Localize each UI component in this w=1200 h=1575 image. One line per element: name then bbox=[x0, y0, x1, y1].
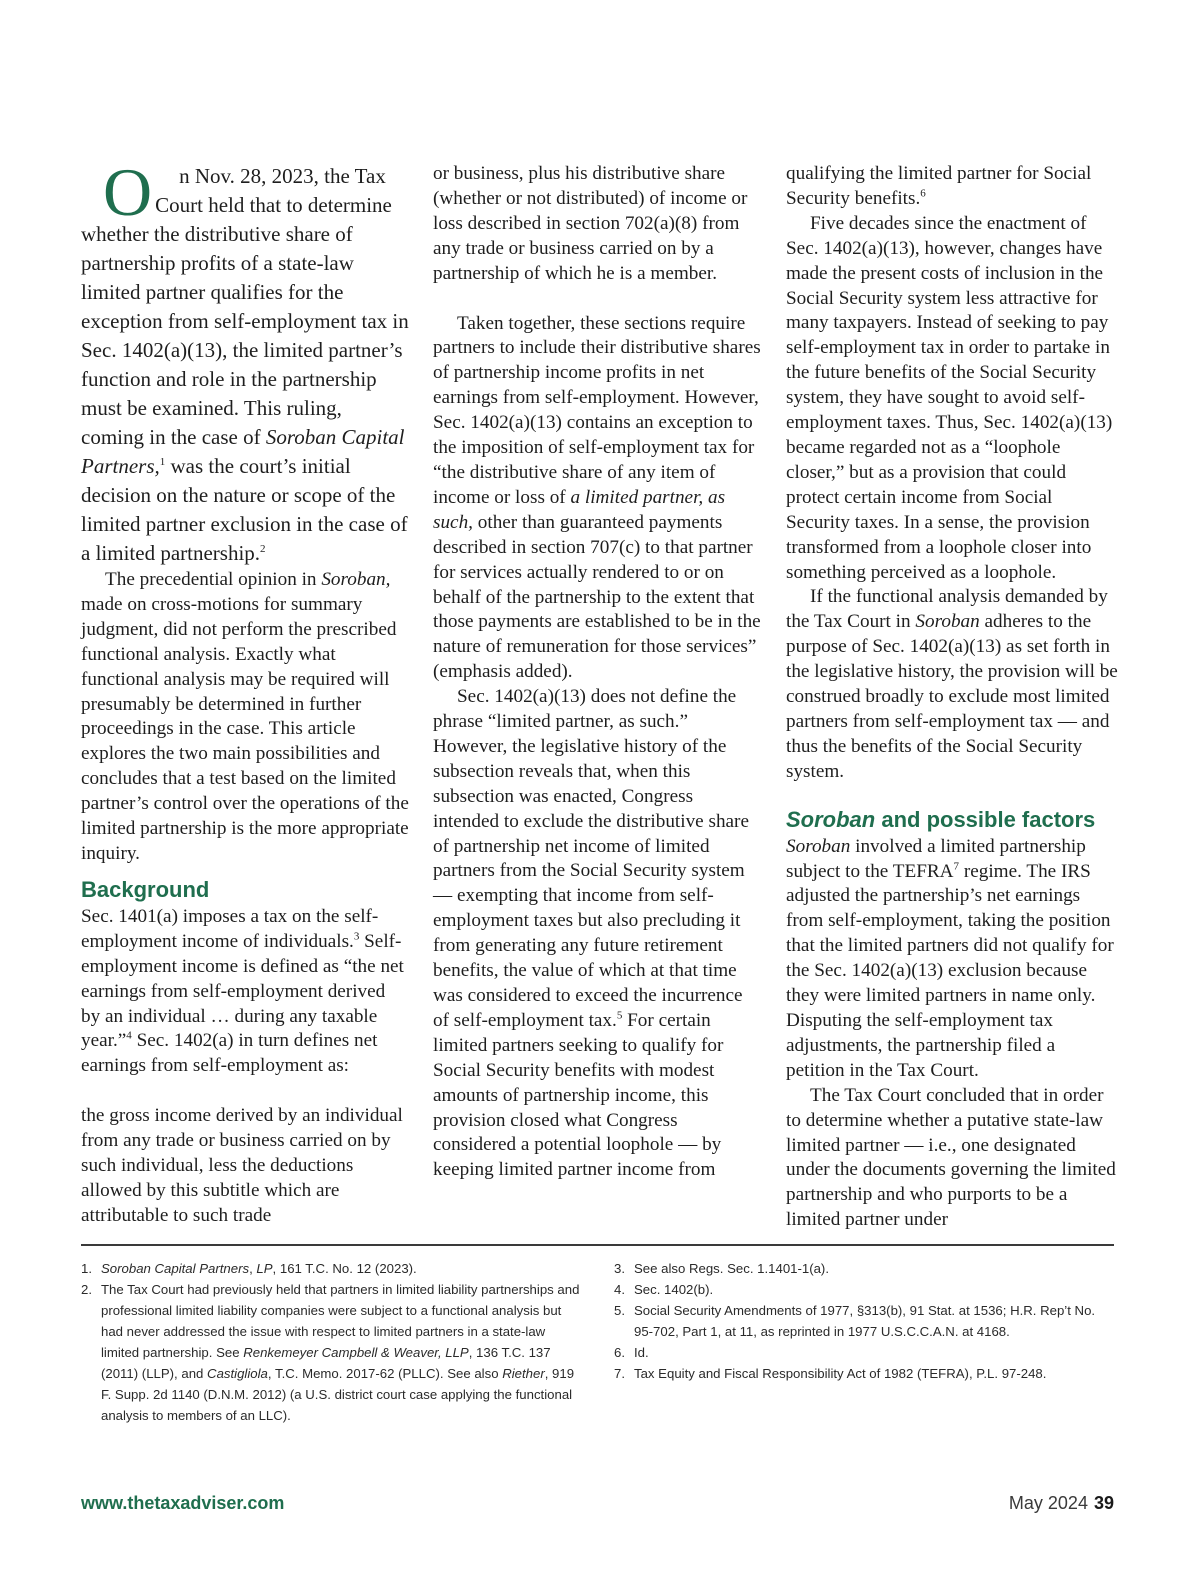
footnote-ref[interactable]: 2 bbox=[260, 543, 266, 555]
section-heading-soroban-factors: Soroban and possible factors bbox=[786, 806, 1096, 832]
body-paragraph: If the functional analysis demanded by the Tax Court in Soroban adheres to the purpose of Sec. 1402(a)(13) as set forth in the legislative history, the provision will be construed broadly to exclude most limited partners from self-employment tax — and thus the benefits of the Social Security system. bbox=[786, 586, 1118, 782]
footnote-6: 6. Id. bbox=[614, 1345, 649, 1360]
footnote-ref[interactable]: 1 bbox=[159, 456, 166, 468]
body-paragraph: The precedential opinion in Soroban, made on cross-motions for summary judgment, did not perform the prescribed functional analysis. Exactly what functional analysis may be required will presumably be determined in further proceedings in the case. This article explores the two main possibilities and concludes that a test based on the limited partner’s control over the operations of the limited partnership is the more appropriate inquiry. bbox=[81, 569, 409, 864]
article-column-1 bbox=[81, 154, 409, 1229]
drop-cap: O bbox=[103, 154, 153, 230]
page-number: 39 bbox=[1093, 1493, 1114, 1513]
body-paragraph: Sec. 1402(a)(13) does not define the phrase “limited partner, as such.” However, the legislative history of the subsection reveals that, when this subsection was enacted, Congress intended to exclude the distributive share of partnership net income of limited partners from the Social Security system — exempting that income from self-employment taxes but also precluding it from generating any future retirement benefits, the value of which at that time was considered to exceed the incurrence of self-employment tax.$^5$ For certain limited partners seeking to qualify for Social Security benefits with modest amounts of partnership income, this provision closed what Congress considered a potential loophole — by keeping limited partner income from bbox=[433, 686, 749, 1181]
lede-paragraph: O n Nov. 28, 2023, the Tax Court held that to determine whether the distributive share of partnership profits of a state-law limited partner qualifies for the exception from self-employment tax in Sec. 1402(a)(13), the limited partner’s function and role in the partnership must be examined. This ruling, coming in the case of Soroban Capital Partners,$^1$ was the court’s initial decision on the nature or scope of the limited partner exclusion in the case of a limited partnership.$^2$ bbox=[81, 154, 409, 565]
footnote-ref[interactable]: 5 bbox=[616, 1009, 623, 1022]
article-column-2 bbox=[433, 162, 763, 1183]
case-name: Soroban Capital Partners, bbox=[81, 425, 405, 478]
body-paragraph: Taken together, these sections require partners to include their distributive shares of partnership income profits in net earnings from self-employment. However, Sec. 1402(a)(13) contains an exception to the imposition of self-employment tax for “the distributive share of any item of income or loss of a limited partner, as such, other than guaranteed payments described in section 707(c) to that partner for services actually rendered to or on behalf of the partnership to the extent that those payments are established to be in the nature of remuneration for those services” (emphasis added). bbox=[433, 312, 761, 683]
footnotes-right bbox=[614, 1258, 1114, 1384]
footnote-ref[interactable]: 4 bbox=[126, 1030, 132, 1043]
block-quote: the gross income derived by an individual from any trade or business carried on by such individual, less the deductions allowed by this subtitle which are attributable to such trade bbox=[81, 1105, 403, 1226]
section-heading-background: Background bbox=[81, 876, 210, 902]
footnote-5: 5. Social Security Amendments of 1977, §313(b), 91 Stat. at 1536; H.R. Rep’t No. 95-702, Part 1, at 11, as reprinted in 1977 U.S.C.C.A.N. at 4168. bbox=[614, 1303, 1096, 1339]
emphasis: a limited partner, as such, bbox=[433, 486, 726, 533]
body-paragraph: Sec. 1401(a) imposes a tax on the self-employment income of individuals.$^3$ Self-employment income is defined as “the net earnings from self-employment derived by an individual … during any taxable year.”$^4$ Sec. 1402(a) in turn defines net earnings from self-employment as: bbox=[81, 905, 404, 1077]
body-paragraph: qualifying the limited partner for Social Security benefits.$^6$ bbox=[786, 163, 1092, 209]
body-paragraph: Five decades since the enactment of Sec. 1402(a)(13), however, changes have made the present costs of inclusion in the Social Security system less attractive for many taxpayers. Instead of seeking to pay self-employment tax in order to partake in the future benefits of the Social Security system, they have sought to avoid self-employment taxes. Thus, Sec. 1402(a)(13) became regarded not as a “loophole closer,” but as a provision that could protect certain income from Social Security taxes. In a sense, the provision transformed from a loophole closer into something perceived as a loophole. bbox=[786, 212, 1113, 583]
article-column-3 bbox=[786, 162, 1118, 1233]
footnotes-left bbox=[81, 1258, 581, 1426]
footnote-ref[interactable]: 6 bbox=[920, 187, 926, 200]
footnote-ref[interactable]: 7 bbox=[953, 860, 960, 873]
case-name: Soroban bbox=[786, 835, 851, 857]
footnote-divider bbox=[81, 1244, 1114, 1246]
footnote-7: 7. Tax Equity and Fiscal Responsibility Act of 1982 (TEFRA), P.L. 97-248. bbox=[614, 1366, 1047, 1381]
footnote-1: 1. Soroban Capital Partners, LP, 161 T.C. No. 12 (2023). bbox=[81, 1261, 417, 1276]
case-name: Soroban, bbox=[321, 569, 391, 590]
body-paragraph: Soroban involved a limited partnership subject to the TEFRA$^7$ regime. The IRS adjusted the partnership’s net earnings from self-employment, taking the position that the limited partners did not qualify for the Sec. 1402(a)(13) exclusion because they were limited partners in name only. Disputing the self-employment tax adjustments, the partnership filed a petition in the Tax Court. bbox=[786, 835, 1114, 1081]
block-quote-continued: or business, plus his distributive share (whether or not distributed) of income or loss described in section 702(a)(8) from any trade or business carried on by a partnership of which he is a member. bbox=[433, 163, 748, 284]
website-link[interactable]: www.thetaxadviser.com bbox=[81, 1493, 285, 1513]
case-name: Soroban bbox=[915, 611, 980, 633]
footnote-4: 4. Sec. 1402(b). bbox=[614, 1282, 714, 1297]
footnote-3: 3. See also Regs. Sec. 1.1401-1(a). bbox=[614, 1261, 829, 1276]
footnote-ref[interactable]: 3 bbox=[353, 930, 360, 943]
footnote-2: 2. The Tax Court had previously held that partners in limited liability partnerships and professional limited liability companies were subject to a functional analysis but had never addressed the issue with respect to limited partners in a state-law limited partnership. See Renkemeyer Campbell & Weaver, LLP, 136 T.C. 137 (2011) (LLP), and Castigliola, T.C. Memo. 2017-62 (PLLC). See also Riether, 919 F. Supp. 2d 1140 (D.N.M. 2012) (a U.S. district court case applying the functional analysis to members of an LLC). bbox=[81, 1282, 580, 1423]
issue-and-page bbox=[1009, 1493, 1114, 1514]
body-paragraph: The Tax Court concluded that in order to determine whether a putative state-law limited partner — i.e., one designated under the documents governing the limited partnership and who purports to be a limited partner under bbox=[786, 1084, 1116, 1231]
issue-date: May 2024 bbox=[1008, 1493, 1088, 1513]
